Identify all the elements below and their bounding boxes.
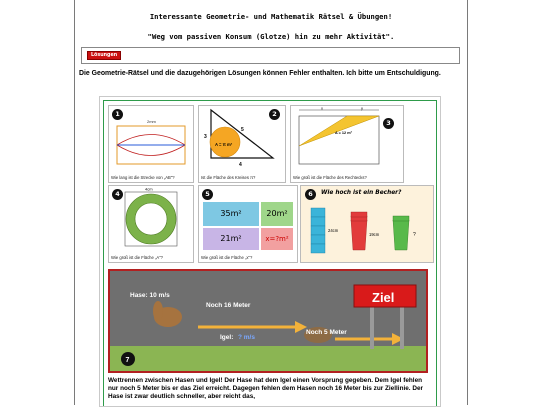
puzzle-5-cell-c: 21m²	[203, 228, 259, 250]
solutions-button[interactable]: Lösungen	[87, 51, 121, 60]
puzzle-2-area: A = π m²	[215, 142, 233, 147]
puzzle-3-area: A = 12 m²	[335, 131, 352, 135]
puzzle-3-number: 3	[383, 118, 394, 129]
puzzle-4-top: 4cm	[145, 186, 153, 192]
puzzle-3-x: x	[321, 106, 323, 111]
puzzle-3-caption: Wie groß ist die Fläche des Rechtecks?	[293, 175, 367, 180]
puzzle-5-number: 5	[202, 189, 213, 200]
puzzle-1-top-label: 2mm	[147, 119, 156, 124]
puzzle-5-caption: Wie groß ist die Fläche „x"?	[201, 255, 253, 260]
puzzle-1-caption: Wie lang ist die Strecke von „AB"?	[111, 175, 175, 180]
puzzle-5-cell-b: 20m²	[261, 202, 293, 226]
puzzle-6-number: 6	[305, 189, 316, 200]
puzzle-7-number: 7	[125, 357, 130, 364]
puzzle-7-hare-speed: Hase: 10 m/s	[130, 292, 170, 299]
page-subtitle: "Weg vom passiven Konsum (Glotze) hin zu mehr Aktivität".	[147, 32, 395, 41]
puzzle-6-h3: ?	[413, 232, 416, 238]
puzzle-7-figure	[110, 271, 426, 371]
puzzle-3-card	[290, 105, 404, 183]
solutions-bar	[81, 47, 460, 64]
puzzle-2-number: 2	[269, 109, 280, 120]
puzzle-4-caption: Wie groß ist die Fläche „A"?	[111, 255, 163, 260]
page-title: Interessante Geometrie- und Mathematik Rätsel & Übungen!	[149, 12, 393, 21]
puzzle-7-card	[108, 269, 428, 373]
puzzle-7-hedgehog: Igel:	[220, 334, 234, 341]
puzzle-1-figure	[109, 114, 193, 176]
puzzle-6-title: Wie hoch ist ein Becher?	[321, 190, 402, 196]
puzzle-2-card	[198, 105, 286, 183]
puzzle-3-figure	[291, 106, 403, 172]
puzzle-7-goal: Ziel	[372, 290, 395, 305]
puzzle-3-y: y	[361, 106, 363, 111]
puzzle-6-figure	[301, 200, 433, 262]
puzzle-1-number: 1	[112, 109, 123, 120]
puzzle-5-cell-a: 35m²	[203, 202, 259, 226]
puzzle-1-card	[108, 105, 194, 183]
puzzle-4-card	[108, 185, 194, 263]
puzzle-image	[99, 96, 441, 407]
puzzle-5-card	[198, 185, 298, 263]
puzzle-7-dist16: Noch 16 Meter	[206, 302, 251, 309]
puzzle-2-side-4: 4	[239, 162, 242, 168]
puzzle-5-cell-d: x=?m²	[261, 228, 293, 250]
puzzle-7-hedgehog-speed: ? m/s	[238, 334, 255, 341]
disclaimer-text: Die Geometrie-Rätsel und die dazugehörigen Lösungen können Fehler enthalten. Ich bitte um Entschuldigung.	[79, 70, 441, 77]
puzzle-2-side-5: 5	[241, 127, 244, 133]
puzzle-7-dist5: Noch 5 Meter	[306, 329, 347, 336]
puzzle-4-number: 4	[112, 189, 123, 200]
puzzle-6-h2: 19cm	[369, 232, 380, 237]
puzzle-7-text: Wettrennen zwischen Hasen und Igel! Der Hase hat dem Igel einen Vorsprung gegeben. Dem Igel fehlen nur noch 5 Meter bis er das Ziel erreicht. Dagegen fehlen dem Hasen noch 16 Meter bis zur Ziellinie. Der Hase ist zwar deutlich schneller, aber reicht das,	[108, 377, 424, 400]
puzzle-6-h1: 24cm	[328, 228, 339, 233]
puzzle-6-card	[300, 185, 434, 263]
puzzle-2-side-3: 3	[204, 134, 207, 140]
puzzle-2-caption: Ist die Fläche des Kreises π?	[201, 175, 256, 180]
